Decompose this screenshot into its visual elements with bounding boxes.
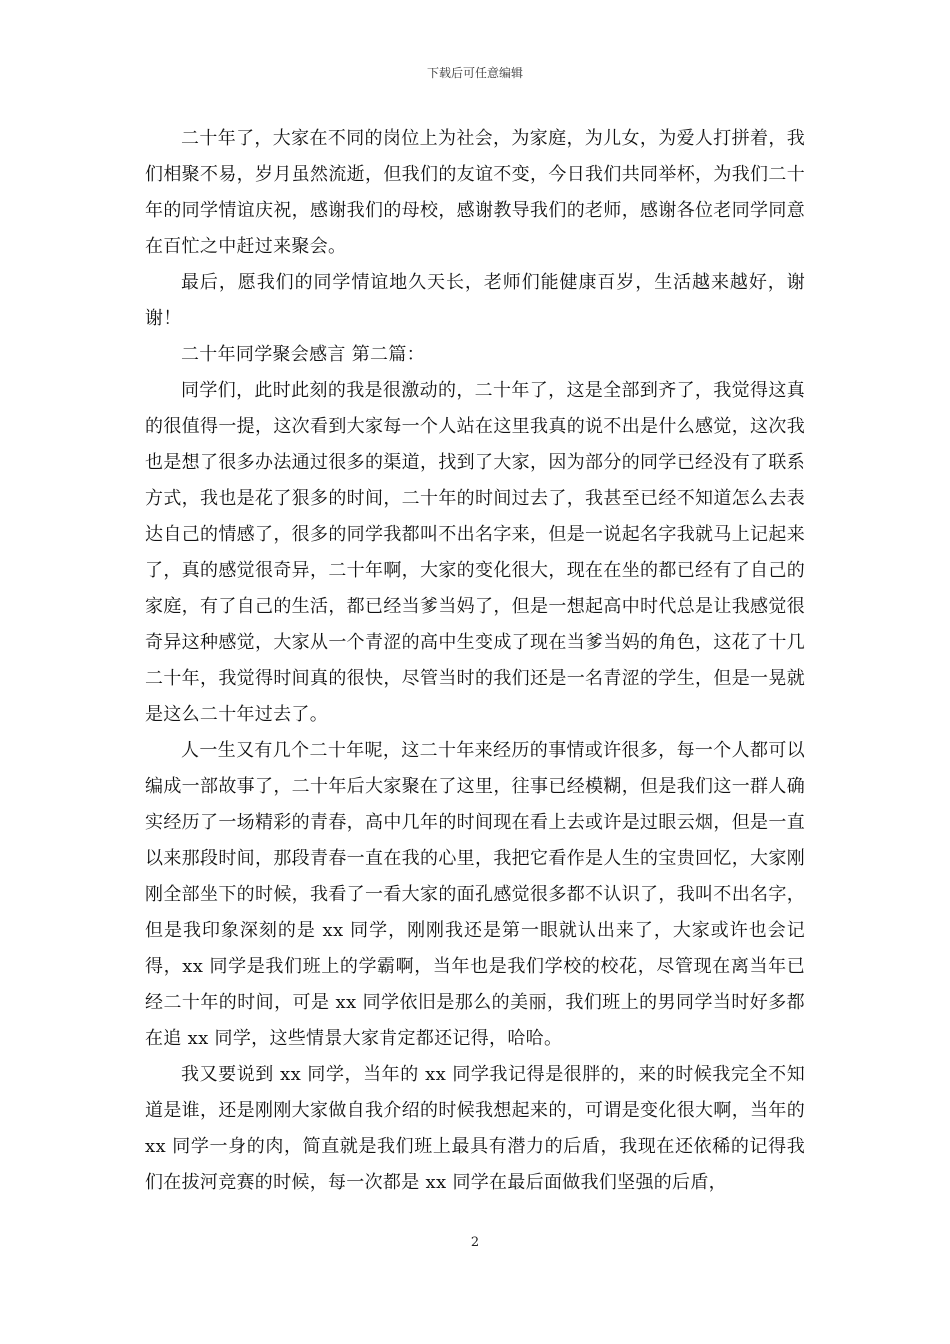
paragraph: 同学们，此时此刻的我是很激动的，二十年了，这是全部到齐了，我觉得这真的很值得一提，这次看到大家每一个人站在这里我真的说不出是什么感觉，这次我也是想了很多办法通过很多的渠道，找到了大家，因为部分的同学已经没有了联系方式，我也是花了狠多的时间，二十年的时间过去了，我甚至已经不知道怎么去表达自己的情感了，很多的同学我都叫不出名字来，但是一说起名字我就马上记起来了，真的感觉很奇异，二十年啊，大家的变化很大，现在在坐的都已经有了自己的家庭，有了自己的生活，都已经当爹当妈了，但是一想起高中时代总是让我感觉很奇异这种感觉，大家从一个青涩的高中生变成了现在当爹当妈的角色，这花了十几二十年，我觉得时间真的很快，尽管当时的我们还是一名青涩的学生，但是一晃就是这么二十年过去了。 — [145, 380, 805, 725]
document-body — [145, 121, 805, 1201]
paragraph: 我又要说到 xx 同学，当年的 xx 同学我记得是很胖的，来的时候我完全不知道是谁，还是刚刚大家做自我介绍的时候我想起来的，可谓是变化很大啊，当年的 xx 同学一身的肉，简直就是我们班上最具有潜力的后盾，我现在还依稀的记得我们在拔河竞赛的时候，每一次都是 xx 同学在最后面做我们坚强的后盾， — [145, 1064, 805, 1193]
paragraph: 人一生又有几个二十年呢，这二十年来经历的事情或许很多，每一个人都可以编成一部故事了，二十年后大家聚在了这里，往事已经模糊，但是我们这一群人确实经历了一场精彩的青春，高中几年的时间现在看上去或许是过眼云烟，但是一直以来那段时间，那段青春一直在我的心里，我把它看作是人生的宝贵回忆，大家刚刚全部坐下的时候，我看了一看大家的面孔感觉很多都不认识了，我叫不出名字，但是我印象深刻的是 xx 同学，刚刚我还是第一眼就认出来了，大家或许也会记得，xx 同学是我们班上的学霸啊，当年也是我们学校的校花，尽管现在离当年已经二十年的时间，可是 xx 同学依旧是那么的美丽，我们班上的男同学当时好多都在追 xx 同学，这些情景大家肯定都还记得，哈哈。 — [145, 740, 805, 1049]
paragraph: 二十年了，大家在不同的岗位上为社会，为家庭，为儿女，为爱人打拼着，我们相聚不易，岁月虽然流逝，但我们的友谊不变，今日我们共同举杯，为我们二十年的同学情谊庆祝，感谢我们的母校，感谢教导我们的老师，感谢各位老同学同意在百忙之中赶过来聚会。 — [145, 128, 805, 257]
page-number: 2 — [470, 1235, 480, 1250]
section-heading: 二十年同学聚会感言 第二篇： — [181, 344, 425, 365]
paragraph: 最后，愿我们的同学情谊地久天长，老师们能健康百岁，生活越来越好，谢谢！ — [145, 272, 805, 329]
page-header: 下载后可任意编辑 — [426, 66, 523, 80]
